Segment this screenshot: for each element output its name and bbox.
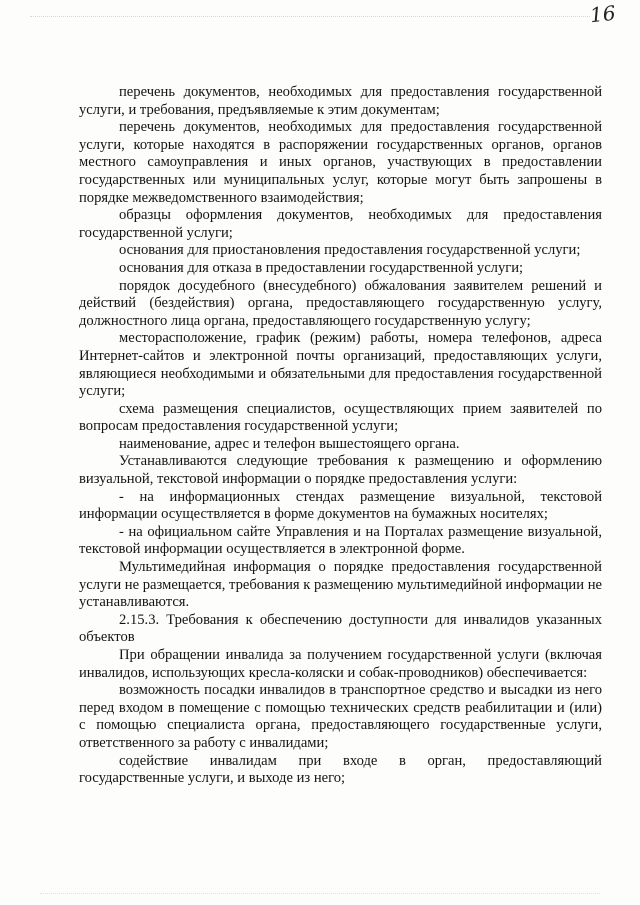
paragraph-official-site: - на официальном сайте Управления и на Порталах размещение визуальной, текстовой информации осуществляется в электронной форме. xyxy=(79,523,602,558)
document-body xyxy=(79,84,602,788)
scan-artifact-top xyxy=(30,16,590,19)
paragraph-appeal-procedure: порядок досудебного (внесудебного) обжалования заявителем решений и действий (бездействия) органа, предоставляющего государственную услугу, должностного лица органа, предоставляющего государственную услугу; xyxy=(79,277,602,329)
scan-artifact-bottom xyxy=(40,893,600,896)
paragraph-interagency-documents: перечень документов, необходимых для предоставления государственной услуги, которые находятся в распоряжении государственных органов, органов местного самоуправления и иных органов, участвующих в предоставлении государственных или муниципальных услуг, которые могут быть запрошены в порядке межведомственного взаимодействия; xyxy=(79,119,602,206)
section-heading-accessibility: 2.15.3. Требования к обеспечению доступности для инвалидов указанных объектов xyxy=(79,611,602,646)
paragraph-transport-boarding: возможность посадки инвалидов в транспортное средство и высадки из него перед входом в помещение с помощью технических средств реабилитации и (или) с помощью специалиста органа, предоставляющего государственные услуги, ответственного за работу с инвалидами; xyxy=(79,682,602,751)
paragraph-refusal-grounds: основания для отказа в предоставлении государственной услуги; xyxy=(119,259,524,276)
paragraph-documents-list: перечень документов, необходимых для предоставления государственной услуги, и требования, предъявляемые к этим документам; xyxy=(79,84,602,118)
paragraph-placement-requirements: Устанавливаются следующие требования к размещению и оформлению визуальной, текстовой информации о порядке предоставления услуги: xyxy=(79,453,602,488)
page-number: 16 xyxy=(588,0,617,28)
paragraph-disabled-access: При обращении инвалида за получением государственной услуги (включая инвалидов, использующих кресла-коляски и собак-проводников) обеспечивается: xyxy=(79,647,602,681)
paragraph-superior-body: наименование, адрес и телефон вышестоящего органа. xyxy=(119,435,460,452)
paragraph-location-schedule: месторасположение, график (режим) работы, номера телефонов, адреса Интернет-сайтов и электронной почты организаций, предоставляющих услуги, являющиеся необходимыми и обязательными для предоставления государственной услуги; xyxy=(79,330,602,400)
paragraph-document-samples: образцы оформления документов, необходимых для предоставления государственной услуги; xyxy=(79,207,602,241)
paragraph-multimedia: Мультимедийная информация о порядке предоставления государственной услуги не размещается, требования к размещению мультимедийной информации не устанавливаются. xyxy=(79,559,602,611)
paragraph-info-stands: - на информационных стендах размещение визуальной, текстовой информации осуществляется в форме документов на бумажных носителях; xyxy=(79,488,602,523)
paragraph-suspension-grounds: основания для приостановления предоставления государственной услуги; xyxy=(119,242,581,259)
paragraph-specialist-layout: схема размещения специалистов, осуществляющих прием заявителей по вопросам предоставления государственной услуги; xyxy=(79,400,602,435)
paragraph-entry-assistance: содействие инвалидам при входе в орган, предоставляющий государственные услуги, и выходе из него; xyxy=(79,752,602,787)
